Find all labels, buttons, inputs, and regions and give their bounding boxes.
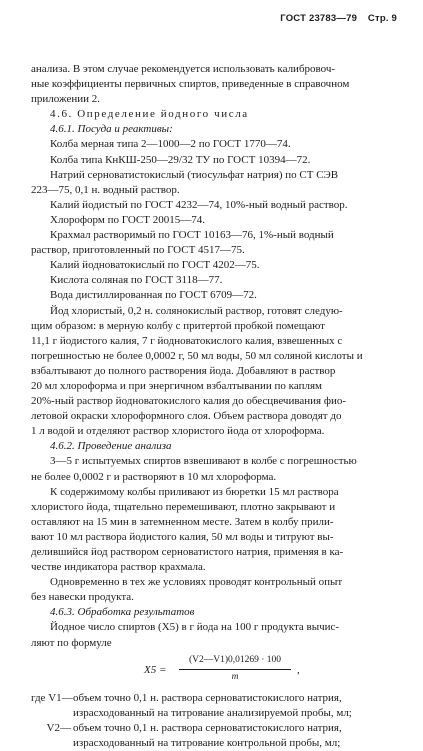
- definition-symbol: где V1—: [31, 691, 73, 704]
- definition-v1: [31, 691, 402, 721]
- text-line: взбалтывают до полного растворения йода. Добавляют в раствор: [31, 364, 336, 377]
- text-line: 11,1 г йодистого калия, 7 г йодноватокислого калия, взвешенных с: [31, 334, 343, 347]
- reagent-item: Натрий серноватистокислый (тиосульфат натрия) по СТ СЭВ: [50, 168, 339, 181]
- section-4-6-1-title: 4.6.1. Посуда и реактивы:: [50, 123, 173, 136]
- definition-text: израсходованный на титрование анализируемой пробы, мл;: [73, 706, 352, 719]
- standard-number: ГОСТ 23783—79: [280, 13, 358, 24]
- reagent-item-continued: раствор, приготовленный по ГОСТ 4517—75.: [31, 244, 245, 257]
- page-number: Стр. 9: [367, 13, 397, 24]
- text-line: 3—5 г испытуемых спиртов взвешивают в колбе с погрешностью: [50, 455, 357, 468]
- procedure-paragraph-3: [31, 575, 402, 605]
- definition-text: израсходованный на титрование контрольной пробы, мл;: [73, 736, 341, 749]
- formula-tail: ,: [297, 663, 300, 676]
- definition-text: объем точно 0,1 н. раствора серноватистокислого натрия,: [73, 721, 342, 734]
- text-line: анализа. В этом случае рекомендуется использовать калибровоч-: [31, 63, 336, 75]
- definition-line: [31, 721, 402, 736]
- text-line: Йод хлористый, 0,2 н. солянокислый раствор, готовят следую-: [50, 304, 343, 317]
- definition-line: [31, 691, 402, 706]
- text-line: ные коэффициенты первичных спиртов, приведенные в справочном: [31, 78, 350, 91]
- definition-v2: [31, 721, 402, 751]
- intro-paragraph: [31, 62, 402, 107]
- variable-definitions: [31, 691, 402, 751]
- reagent-item: Колба мерная типа 2—1000—2 по ГОСТ 1770—74.: [50, 138, 291, 151]
- reagent-item-continued: 223—75, 0,1 н. водный раствор.: [31, 183, 180, 196]
- document-body: [31, 62, 402, 751]
- definition-symbol: V2—: [46, 721, 71, 734]
- text-line: оставляют на 15 мин в затемненном месте. Затем в колбу прили-: [31, 515, 334, 528]
- iodine-preparation-paragraph: [31, 304, 402, 440]
- reagents-list: [31, 137, 402, 303]
- reagent-item: Колба типа КнКШ-250—29/32 ТУ по ГОСТ 10394—72.: [50, 153, 311, 166]
- formula-fraction: [179, 653, 291, 685]
- procedure-paragraph-2: [31, 485, 402, 576]
- text-line: вают 10 мл раствора йодистого калия, 50 мл воды и титруют вы-: [31, 530, 334, 543]
- formula-denominator: m: [231, 671, 239, 682]
- text-line: без навески продукта.: [31, 591, 134, 604]
- definition-text: объем точно 0,1 н. раствора серноватистокислого натрия,: [73, 691, 342, 704]
- text-line: погрешностью не более 0,0002 г, 50 мл воды, 50 мл соляной кислоты и: [31, 349, 363, 362]
- reagent-item: Калий йодноватокислый по ГОСТ 4202—75.: [50, 259, 260, 272]
- reagent-item: Кислота соляная по ГОСТ 3118—77.: [50, 274, 223, 287]
- text-line: щим образом: в мерную колбу с притертой пробкой помещают: [31, 319, 325, 332]
- reagent-item: Калий йодистый по ГОСТ 4232—74, 10%-ный водный раствор.: [50, 198, 348, 211]
- text-line: Одновременно в тех же условиях проводят контрольный опыт: [50, 576, 343, 589]
- text-line: К содержимому колбы приливают из бюретки 15 мл раствора: [50, 485, 339, 498]
- section-4-6-title: 4.6. Определение йодного числа: [50, 108, 249, 121]
- page-header: [272, 11, 397, 26]
- text-line: приложении 2.: [31, 93, 100, 106]
- section-4-6-2-title: 4.6.2. Проведение анализа: [50, 440, 172, 453]
- text-line: честве индикатора раствор крахмала.: [31, 561, 206, 574]
- section-4-6-3-title: 4.6.3. Обработка результатов: [50, 606, 195, 619]
- text-line: Йодное число спиртов (X5) в г йода на 100 г продукта вычис-: [50, 621, 340, 634]
- formula-numerator: (V2—V1)0,01269 · 100: [179, 653, 291, 670]
- reagent-item: Крахмал растворимый по ГОСТ 10163—76, 1%-ный водный: [50, 229, 334, 242]
- text-line: 1 л водой и отделяют раствор хлористого йода от хлороформа.: [31, 425, 325, 438]
- text-line: хлористого йода, тщательно перемешивают, плотно закрывают и: [31, 500, 336, 513]
- text-line: делившийся йод раствором серноватистого натрия, применяя в ка-: [31, 546, 344, 558]
- text-line: 20 мл хлороформа и при энергичном взбалтывании по каплям: [31, 379, 322, 392]
- formula-lhs: X5 =: [144, 663, 167, 676]
- text-line: ляют по формуле: [31, 636, 112, 649]
- reagent-item: Вода дистиллированная по ГОСТ 6709—72.: [50, 289, 257, 302]
- procedure-paragraph-1: [31, 454, 402, 484]
- text-line: не более 0,0002 г и растворяют в 10 мл хлороформа.: [31, 470, 277, 483]
- text-line: летовой окраски хлороформного слоя. Объем раствора доводят до: [31, 410, 342, 423]
- reagent-item: Хлороформ по ГОСТ 20015—74.: [50, 213, 205, 226]
- result-intro-paragraph: [31, 620, 402, 650]
- text-line: 20%-ный раствор йодноватокислого калия до обесцвечивания фио-: [31, 395, 347, 408]
